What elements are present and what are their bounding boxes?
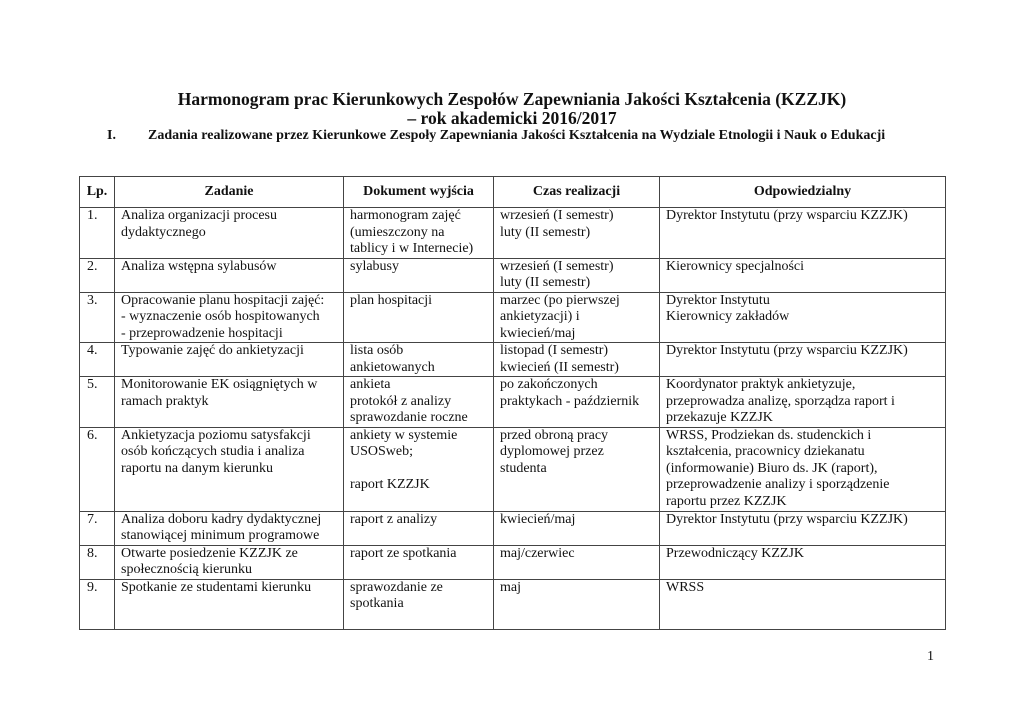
cell-zadanie-line: Analiza wstępna sylabusów <box>121 258 277 274</box>
cell-zadanie-line: Monitorowanie EK osiągniętych w <box>121 377 318 392</box>
cell-czas-line: maj/czerwiec <box>500 545 575 561</box>
section-heading <box>107 128 954 144</box>
table-body <box>80 208 946 630</box>
header-dokument: Dokument wyjścia <box>344 177 494 208</box>
cell-czas-line: studenta <box>500 460 547 476</box>
cell-odpowiedzialny-line: Kierownicy zakładów <box>666 309 790 324</box>
header-zadanie: Zadanie <box>115 177 344 208</box>
cell-czas <box>494 511 660 545</box>
cell-odpowiedzialny-line: (informowanie) Biuro ds. JK (raport), <box>666 460 878 476</box>
cell-czas-line: praktykach - październik <box>500 393 640 409</box>
cell-lp: 6. <box>80 427 115 511</box>
cell-dokument-line: ankietowanych <box>350 359 435 375</box>
cell-dokument <box>344 343 494 377</box>
table-row <box>80 579 946 629</box>
cell-dokument-line: protokół z analizy <box>350 393 452 409</box>
section-title: Zadania realizowane przez Kierunkowe Zespoły Zapewniania Jakości Kształcenia na Wydziale Etnologii i Nauk o Edukacji <box>148 128 886 143</box>
cell-lp: 1. <box>80 208 115 259</box>
cell-odpowiedzialny-line: Przewodniczący KZZJK <box>666 545 805 561</box>
cell-odpowiedzialny-line: Koordynator praktyk ankietyzuje, <box>666 377 856 392</box>
cell-zadanie-line: stanowiącej minimum programowe <box>121 528 320 543</box>
cell-dokument <box>344 511 494 545</box>
schedule-table <box>79 176 946 630</box>
cell-dokument <box>344 292 494 343</box>
cell-odpowiedzialny-line: przeprowadza analizę, sporządza raport i <box>666 393 895 409</box>
cell-odpowiedzialny <box>660 545 946 579</box>
cell-odpowiedzialny-line: WRSS <box>666 579 705 595</box>
cell-zadanie-line: dydaktycznego <box>121 224 206 240</box>
cell-czas-line: maj <box>500 579 521 595</box>
cell-dokument-line: ankiety w systemie <box>350 427 458 443</box>
cell-dokument <box>344 258 494 292</box>
cell-zadanie-line: Opracowanie planu hospitacji zajęć: <box>121 292 325 308</box>
cell-czas-line: kwiecień/maj <box>500 511 576 527</box>
cell-czas <box>494 427 660 511</box>
cell-czas <box>494 579 660 629</box>
cell-dokument-line: lista osób <box>350 343 404 358</box>
cell-odpowiedzialny <box>660 292 946 343</box>
cell-dokument-line: raport KZZJK <box>350 477 430 492</box>
cell-dokument-line: ankieta <box>350 377 391 392</box>
cell-zadanie-line: Analiza organizacji procesu <box>121 208 278 223</box>
cell-odpowiedzialny-line: WRSS, Prodziekan ds. studenckich i <box>666 427 872 443</box>
cell-zadanie-line: - wyznaczenie osób hospitowanych <box>121 309 320 324</box>
table-row <box>80 343 946 377</box>
cell-dokument-line: spotkania <box>350 596 404 611</box>
cell-dokument-line: sprawozdanie ze <box>350 579 443 595</box>
section-number: I. <box>107 128 116 143</box>
cell-odpowiedzialny-line: Dyrektor Instytutu (przy wsparciu KZZJK) <box>666 343 908 358</box>
cell-zadanie-line: Typowanie zajęć do ankietyzacji <box>121 343 304 358</box>
cell-czas <box>494 258 660 292</box>
table-row <box>80 427 946 511</box>
cell-lp: 9. <box>80 579 115 629</box>
cell-czas <box>494 343 660 377</box>
header-odpowiedzialny: Odpowiedzialny <box>660 177 946 208</box>
cell-odpowiedzialny-line: kształcenia, pracownicy dziekanatu <box>666 444 865 459</box>
cell-dokument-line: USOSweb; <box>350 444 414 459</box>
cell-zadanie <box>115 427 344 511</box>
cell-dokument-line: sprawozdanie roczne <box>350 410 468 425</box>
cell-czas-line: po zakończonych <box>500 377 598 392</box>
cell-zadanie-line: raportu na danym kierunku <box>121 460 274 476</box>
cell-lp: 8. <box>80 545 115 579</box>
cell-zadanie-line: osób kończących studia i analiza <box>121 444 305 459</box>
cell-dokument <box>344 427 494 511</box>
cell-czas-line: luty (II semestr) <box>500 224 591 240</box>
cell-czas-line: listopad (I semestr) <box>500 343 609 358</box>
cell-dokument-line: raport ze spotkania <box>350 545 457 561</box>
cell-odpowiedzialny-line: raportu przez KZZJK <box>666 493 787 509</box>
cell-czas-line: luty (II semestr) <box>500 275 591 290</box>
cell-czas-line: ankietyzacji) i <box>500 309 580 324</box>
cell-odpowiedzialny-line: przekazuje KZZJK <box>666 410 773 425</box>
cell-odpowiedzialny <box>660 579 946 629</box>
cell-lp: 5. <box>80 377 115 428</box>
cell-zadanie-line: Analiza doboru kadry dydaktycznej <box>121 511 322 527</box>
cell-czas <box>494 377 660 428</box>
table-row <box>80 511 946 545</box>
document-title: Harmonogram prac Kierunkowych Zespołów Zapewniania Jakości Kształcenia (KZZJK) <box>177 89 847 109</box>
cell-zadanie <box>115 208 344 259</box>
cell-odpowiedzialny-line: Kierownicy specjalności <box>666 258 805 274</box>
table-header-row <box>80 177 946 208</box>
cell-odpowiedzialny-line: Dyrektor Instytutu (przy wsparciu KZZJK) <box>666 511 908 527</box>
cell-zadanie-line: Spotkanie ze studentami kierunku <box>121 579 312 595</box>
cell-zadanie <box>115 258 344 292</box>
table-row <box>80 377 946 428</box>
cell-dokument-line: plan hospitacji <box>350 292 433 308</box>
page-number: 1 <box>927 649 934 664</box>
table-row <box>80 292 946 343</box>
cell-dokument <box>344 579 494 629</box>
cell-zadanie <box>115 579 344 629</box>
cell-dokument-line: tablicy i w Internecie) <box>350 241 474 256</box>
cell-dokument-line: sylabusy <box>350 258 399 274</box>
cell-czas-line: kwiecień/maj <box>500 325 576 341</box>
cell-dokument <box>344 208 494 259</box>
cell-zadanie <box>115 377 344 428</box>
cell-czas-line: dyplomowej przez <box>500 444 604 459</box>
cell-lp: 2. <box>80 258 115 292</box>
cell-zadanie <box>115 343 344 377</box>
cell-lp: 7. <box>80 511 115 545</box>
table-row <box>80 545 946 579</box>
cell-czas <box>494 208 660 259</box>
cell-zadanie <box>115 511 344 545</box>
cell-lp: 3. <box>80 292 115 343</box>
table-row <box>80 208 946 259</box>
table-row <box>80 258 946 292</box>
cell-zadanie <box>115 292 344 343</box>
cell-czas-line: kwiecień (II semestr) <box>500 359 619 375</box>
cell-lp: 4. <box>80 343 115 377</box>
cell-odpowiedzialny <box>660 208 946 259</box>
cell-dokument <box>344 545 494 579</box>
cell-odpowiedzialny <box>660 427 946 511</box>
cell-dokument-line: harmonogram zajęć <box>350 208 461 223</box>
cell-dokument-line: raport z analizy <box>350 511 438 527</box>
cell-dokument-line: (umieszczony na <box>350 224 445 240</box>
document-title-year: – rok akademicki 2016/2017 <box>407 108 617 128</box>
cell-czas-line: wrzesień (I semestr) <box>500 208 614 223</box>
cell-zadanie-line: Otwarte posiedzenie KZZJK ze <box>121 545 298 561</box>
cell-zadanie-line: ramach praktyk <box>121 393 209 409</box>
cell-dokument-line <box>350 461 487 478</box>
header-czas: Czas realizacji <box>494 177 660 208</box>
cell-odpowiedzialny-line: Dyrektor Instytutu (przy wsparciu KZZJK) <box>666 208 908 223</box>
cell-zadanie-line: Ankietyzacja poziomu satysfakcji <box>121 427 311 443</box>
cell-odpowiedzialny <box>660 377 946 428</box>
cell-czas-line: marzec (po pierwszej <box>500 292 620 308</box>
cell-odpowiedzialny-line: Dyrektor Instytutu <box>666 292 770 308</box>
cell-czas-line: przed obroną pracy <box>500 427 609 443</box>
cell-odpowiedzialny-line: przeprowadzenie analizy i sporządzenie <box>666 477 890 492</box>
header-lp: Lp. <box>80 177 115 208</box>
cell-czas-line: wrzesień (I semestr) <box>500 258 614 274</box>
cell-czas <box>494 292 660 343</box>
cell-odpowiedzialny <box>660 258 946 292</box>
cell-zadanie-line: - przeprowadzenie hospitacji <box>121 325 283 341</box>
cell-zadanie-line: społecznością kierunku <box>121 562 253 577</box>
cell-zadanie <box>115 545 344 579</box>
cell-odpowiedzialny <box>660 511 946 545</box>
cell-odpowiedzialny <box>660 343 946 377</box>
cell-czas <box>494 545 660 579</box>
cell-dokument <box>344 377 494 428</box>
